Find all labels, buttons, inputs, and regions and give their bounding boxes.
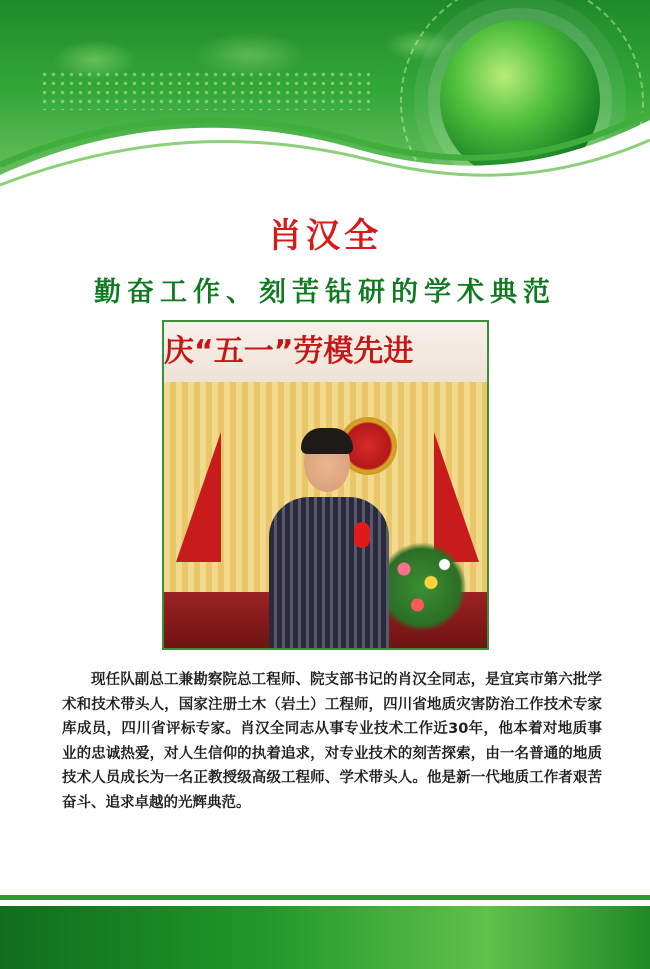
person-name: 肖汉全: [268, 216, 382, 256]
header-banner: [0, 0, 650, 210]
photo-banner-text: 庆“五一”劳模先进: [164, 322, 487, 382]
red-rosette-icon: [354, 522, 370, 548]
footer-band: [0, 906, 650, 969]
footer-divider: [0, 895, 650, 900]
banner-wave: [0, 0, 650, 210]
red-flag-right: [434, 432, 479, 562]
biography-text: 现任队副总工兼勘察院总工程师、院支部书记的肖汉全同志，是宜宾市第六批学术和技术带头人，国家注册土木（岩土）工程师，四川省地质灾害防治工作技术专家库成员，四川省评标专家。肖汉全同志从事专业技术工作近30年，他本着对地质事业的忠诚热爱，对人生信仰的执着追求，对专业技术的刻苦探索，由一名普通的地质技术人员成长为一名正教授级高级工程师、学术带头人。他是新一代地质工作者艰苦奋斗、追求卓越的光辉典范。: [62, 672, 602, 811]
portrait-photo: [162, 320, 489, 650]
flower-bouquet: [377, 542, 467, 632]
person-figure: [269, 497, 389, 650]
red-flag-left: [176, 432, 221, 562]
person-hair: [301, 428, 353, 454]
poster-subtitle: 勤奋工作、刻苦钻研的学术典范: [94, 277, 556, 308]
